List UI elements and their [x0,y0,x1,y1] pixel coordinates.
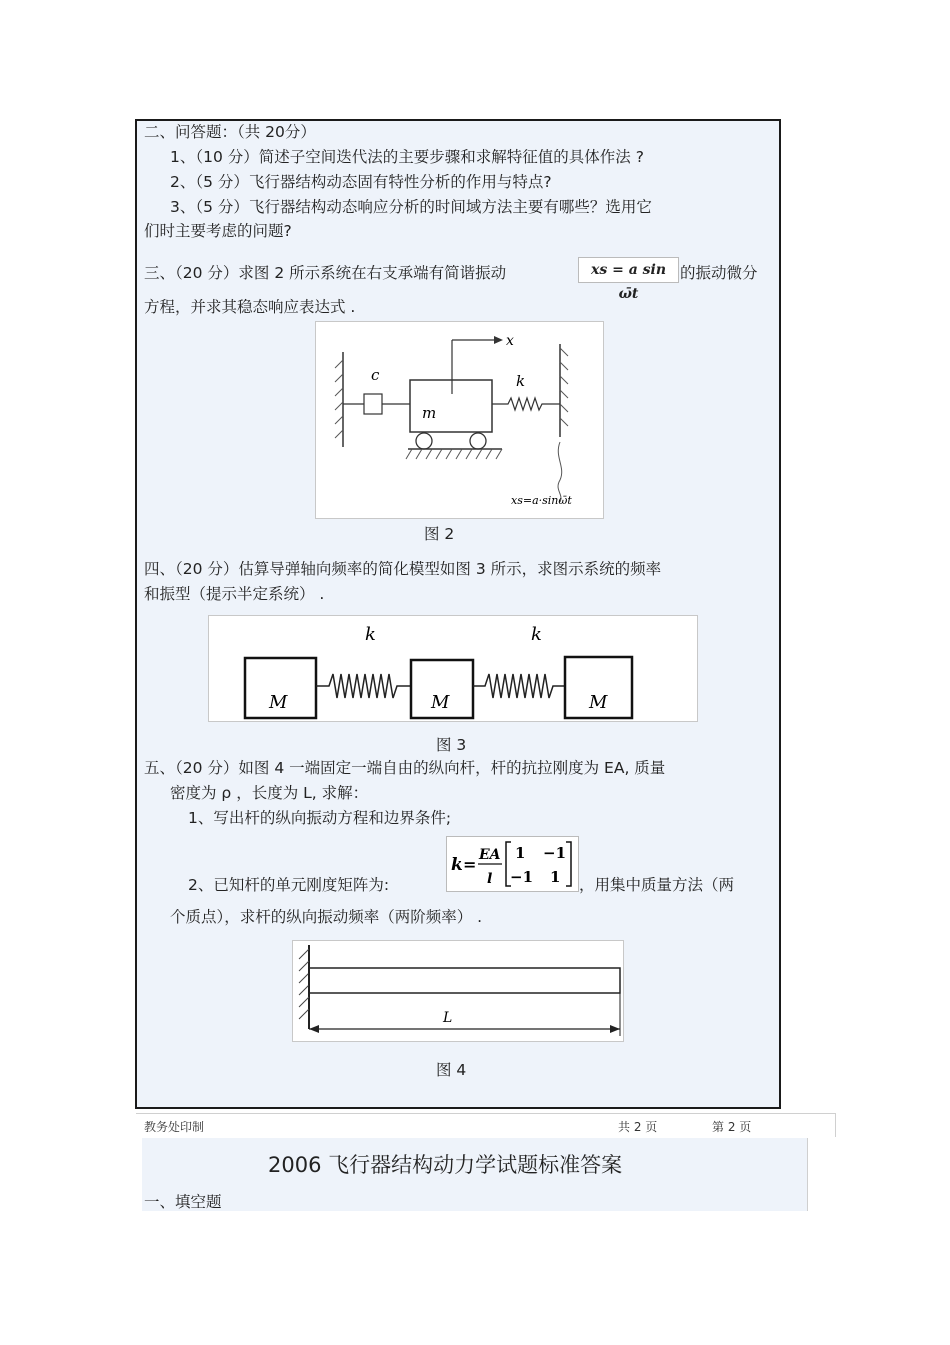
excitation-wave [558,442,562,502]
section5-item2: 2、已知杆的单元刚度矩阵为: [188,876,390,894]
section4-line2: 和振型（提示半定系统） . [144,585,325,603]
figure-2-caption: 图 2 [424,525,455,543]
footer-printer: 教务处印制 [144,1120,205,1134]
footer-border [835,1113,836,1137]
rod [309,968,620,993]
section3-equation: xs = a sin ω̄t [578,257,679,283]
section3-line2: 方程，并求其稳态响应表达式 . [144,298,356,316]
figure-3-caption: 图 3 [436,736,467,754]
damper [364,394,382,414]
spring-1 [316,674,411,698]
stiffness-matrix [446,836,579,892]
wheel-left [416,433,432,449]
figure-4-caption: 图 4 [436,1061,467,1079]
section5-line2: 密度为 ρ ，长度为 L, 求解： [170,784,369,802]
svg-text:−1: −1 [543,844,567,862]
question-3-line1: 3、（5 分）飞行器结构动态响应分析的时间域方法主要有哪些？选用它 [170,198,652,216]
k-label: k [516,372,526,390]
spring-2 [473,674,565,698]
answer-title: 2006 飞行器结构动力学试题标准答案 [268,1153,623,1177]
wheel-right [470,433,486,449]
section4-line1: 四、（20 分）估算导弹轴向频率的简化模型如图 3 所示，求图示系统的频率 [144,560,662,578]
svg-text:=: = [463,855,477,874]
section3-text-after: 的振动微分 [680,264,758,282]
section5-item2-line2: 个质点），求杆的纵向振动频率（两阶频率） . [170,908,483,926]
mass-1-label: M [269,692,288,713]
section5-line1: 五、（20 分）如图 4 一端固定一端自由的纵向杆，杆的抗拉刚度为 EA, 质量 [144,759,666,777]
mass-3-label: M [589,692,608,713]
question-1: 1、（10 分）简述子空间迭代法的主要步骤和求解特征值的具体作法 ? [170,148,644,166]
svg-text:l: l [487,871,493,887]
length-label: L [443,1010,453,1026]
figure-2 [315,321,604,519]
footer-page-number: 第 2 页 [712,1120,752,1134]
svg-text:−1: −1 [510,868,534,886]
footer-total-pages: 共 2 页 [618,1120,658,1134]
section2-heading: 二、问答题：（共 20分） [144,123,316,141]
mass-2-label: M [431,692,450,713]
section3-text: 三、（20 分）求图 2 所示系统在右支承端有简谐振动 [144,264,507,282]
spring-k [492,398,560,410]
figure-4 [292,940,624,1042]
spring-1-label: k [365,624,376,645]
x-label: x [506,333,514,349]
footer-divider [136,1113,836,1114]
svg-text:1: 1 [515,844,526,862]
svg-text:1: 1 [550,868,561,886]
xs-label: xs=a·sinω̄t [511,494,572,507]
spring-2-label: k [531,624,542,645]
m-label: m [422,404,437,422]
section5-item1: 1、写出杆的纵向振动方程和边界条件; [188,809,452,827]
question-2: 2、（5 分）飞行器结构动态固有特性分析的作用与特点? [170,173,552,191]
figure-3 [208,615,698,722]
c-label: c [371,366,380,384]
answer-section1: 一、填空题 [144,1193,222,1211]
section5-item2-after: ，用集中质量方法（两 [579,876,735,894]
svg-text:k: k [451,855,463,875]
svg-text:EA: EA [479,847,501,863]
question-3-line2: 们时主要考虑的问题? [144,222,292,240]
